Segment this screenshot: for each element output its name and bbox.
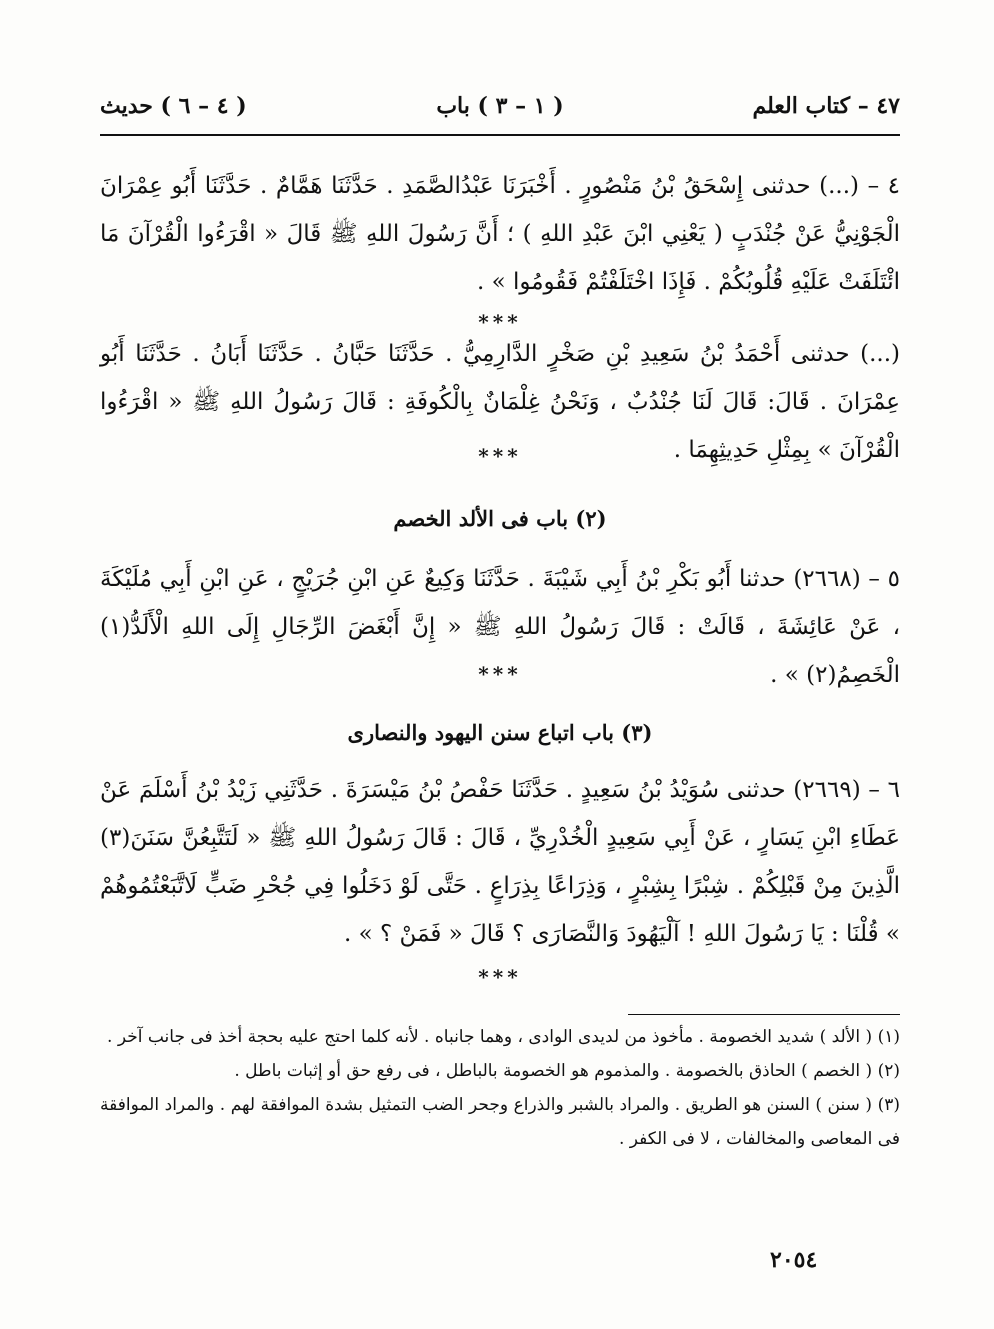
footnote-3: (٣) ( سنن ) السنن هو الطريق . والمراد بالشبر والذراع وجحر الضب التمثيل بشدة الموافقة لهم . والمراد الموافقة فى المعاصى والمخالفات ، لا فى الكفر . bbox=[100, 1095, 900, 1149]
footnotes bbox=[100, 1020, 900, 1156]
footnote-rule bbox=[628, 1014, 900, 1015]
hadith-6: ٦ – (٢٦٦٩) حدثنى سُوَيْدُ بْنُ سَعِيدٍ . حَدَّثَنَا حَفْصُ بْنُ مَيْسَرَةَ . حَدَّثَنِي زَيْدُ بْنُ أَسْلَمَ عَنْ عَطَاءِ ابْنِ يَسَارٍ ، عَنْ أَبِي سَعِيدٍ الْخُدْرِيِّ ، قَالَ : قَالَ رَسُولُ اللهِ ﷺ « لَتَتَّبِعُنَّ سَنَنَ(٣) الَّذِينَ مِنْ قَبْلِكُمْ . شِبْرًا بِشِبْرٍ ، وَذِرَاعًا بِذِرَاعٍ . حَتَّى لَوْ دَخَلُوا فِي جُحْرِ ضَبٍّ لَاتَّبَعْتُمُوهُمْ » قُلْنَا : يَا رَسُولَ اللهِ ! آلْيَهُودَ وَالنَّصَارَى ؟ قَالَ « فَمَنْ ؟ » . bbox=[100, 777, 900, 947]
header-hadith-range: ( ٤ – ٦ ) حديث bbox=[100, 93, 247, 119]
hadith-4-variant: (...) حدثنى أَحْمَدُ بْنُ سَعِيدِ بْنِ صَخْرٍ الدَّارِمِيُّ . حَدَّثَنَا حَبَّانُ . حَدَّثَنَا أَبَانُ . حَدَّثَنَا أَبُو عِمْرَانَ . قَالَ: قَالَ لَنَا جُنْدُبٌ ، وَنَحْنُ غِلْمَانٌ بِالْكُوفَةِ : قَالَ رَسُولُ اللهِ ﷺ « اقْرَءُوا الْقُرْآنَ » بِمِثْلِ حَدِيثِهِمَا . bbox=[100, 341, 900, 463]
running-header bbox=[100, 93, 900, 127]
chapter-heading-3: (٣) باب اتباع سنن اليهود والنصارى bbox=[347, 720, 653, 745]
chapter-heading-2: (٢) باب فى الألد الخصم bbox=[393, 506, 607, 531]
separator-stars: *** bbox=[478, 310, 522, 334]
separator-stars: *** bbox=[478, 662, 522, 686]
page-number: ٢٠٥٤ bbox=[770, 1247, 818, 1273]
header-rule bbox=[100, 134, 900, 136]
footnote-1: (١) ( الألد ) شديد الخصومة . مأخوذ من لديدى الوادى ، وهما جانباه . لأنه كلما احتج عليه بحجة أخذ فى جانب آخر . bbox=[107, 1027, 900, 1047]
header-book-title: ٤٧ – كتاب العلم bbox=[752, 93, 900, 119]
hadith-5: ٥ – (٢٦٦٨) حدثنا أَبُو بَكْرِ بْنُ أَبِي شَيْبَةَ . حَدَّثَنَا وَكِيعٌ عَنِ ابْنِ جُرَيْجٍ ، عَنِ ابْنِ أَبِي مُلَيْكَةَ ، عَنْ عَائِشَةَ ، قَالَتْ : قَالَ رَسُولُ اللهِ ﷺ « إِنَّ أَبْغَضَ الرِّجَالِ إِلَى اللهِ الْأَلَدُّ(١) الْخَصِمُ(٢) » . bbox=[100, 566, 900, 688]
footnote-2: (٢) ( الخصم ) الحاذق بالخصومة . والمذموم هو الخصومة بالباطل ، فى رفع حق أو إثبات باطل . bbox=[234, 1061, 900, 1081]
header-chapter-range: ( ١ – ٣ ) باب bbox=[436, 93, 564, 119]
separator-stars: *** bbox=[478, 965, 522, 989]
hadith-4: ٤ – (...) حدثنى إِسْحَقُ بْنُ مَنْصُورٍ . أَخْبَرَنَا عَبْدُالصَّمَدِ . حَدَّثَنَا هَمَّامٌ . حَدَّثَنَا أَبُو عِمْرَانَ الْجَوْنِيُّ عَنْ جُنْدَبٍ ( يَعْنِي ابْنَ عَبْدِ اللهِ ) ؛ أَنَّ رَسُولَ اللهِ ﷺ قَالَ « اقْرَءُوا الْقُرْآنَ مَا ائْتَلَفَتْ عَلَيْهِ قُلُوبُكُمْ . فَإِذَا اخْتَلَفْتُمْ فَقُومُوا » . bbox=[100, 173, 900, 295]
separator-stars: *** bbox=[478, 444, 522, 468]
